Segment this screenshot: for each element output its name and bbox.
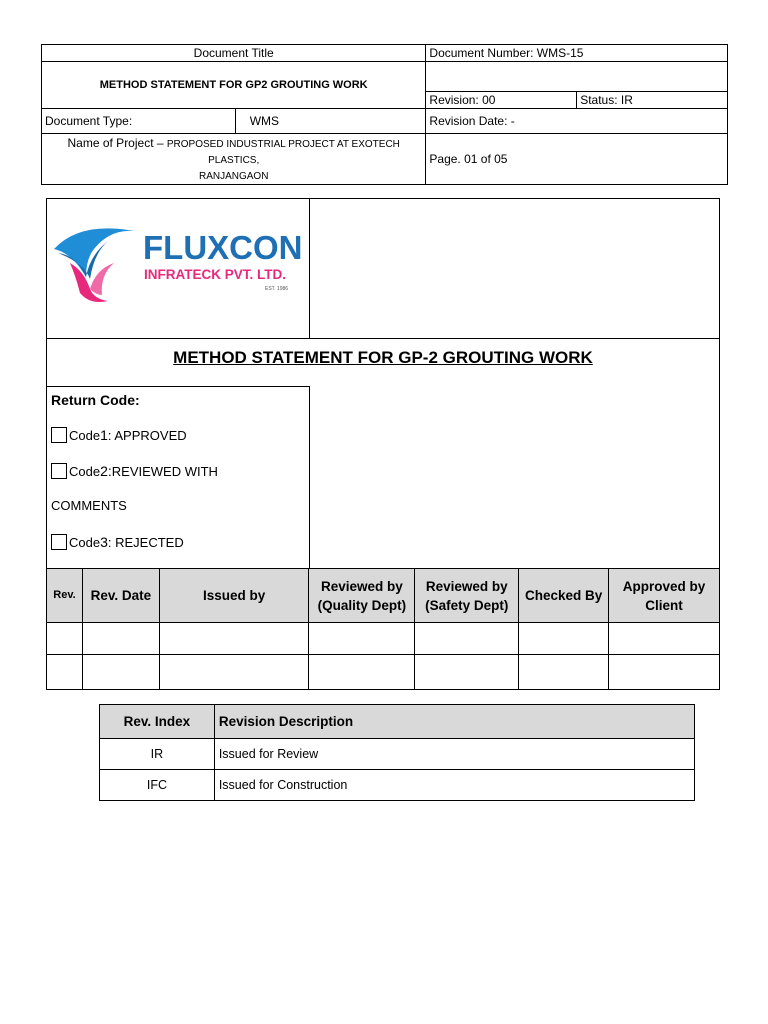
checkbox[interactable] — [51, 427, 67, 443]
project-name — [42, 134, 426, 185]
checkbox[interactable] — [51, 534, 67, 550]
table-row — [100, 739, 695, 770]
header-rev: Rev. — [47, 569, 83, 623]
document-type-label: Document Type: — [42, 109, 236, 134]
header-revision-description: Revision Description — [214, 705, 694, 739]
table-row — [47, 623, 720, 655]
return-code-2: Code 2: REVIEWED WITH — [51, 463, 218, 479]
revision-date: Revision Date: - — [426, 109, 728, 134]
logo-est: EST. 1986 — [265, 286, 289, 292]
blank-cell — [426, 62, 728, 92]
checkbox[interactable] — [51, 463, 67, 479]
revision-signoff-table — [46, 568, 720, 690]
page-number: Page. 01 of 05 — [426, 134, 728, 185]
logo-brand: FLUXCON — [143, 229, 303, 266]
revision-description-cell: Issued for Review — [214, 739, 694, 770]
header-rev-date: Rev. Date — [82, 569, 159, 623]
return-code-2-cont: COMMENTS — [51, 498, 127, 513]
fluxcon-logo — [50, 219, 305, 309]
status: Status: IR — [577, 92, 728, 109]
rev-index-cell: IR — [100, 739, 215, 770]
document-type-value: WMS — [235, 109, 426, 134]
revision: Revision: 00 — [426, 92, 577, 109]
project-line2: RANJANGAON — [198, 171, 269, 182]
header-reviewed-quality: Reviewed by (Quality Dept) — [309, 569, 415, 623]
table-row — [100, 770, 695, 801]
document-title: METHOD STATEMENT FOR GP2 GROUTING WORK — [42, 62, 426, 109]
table-row — [47, 655, 720, 690]
header-checked-by: Checked By — [519, 569, 609, 623]
document-header-table — [41, 44, 728, 185]
rev-index-cell: IFC — [100, 770, 215, 801]
cover-sheet — [46, 198, 720, 690]
header-issued-by: Issued by — [159, 569, 309, 623]
header-approved-by: Approved by Client — [609, 569, 720, 623]
document-title-label: Document Title — [42, 45, 426, 62]
main-title: METHOD STATEMENT FOR GP-2 GROUTING WORK — [173, 348, 593, 367]
revision-index-table — [99, 704, 695, 801]
project-label: Name of Project – — [67, 136, 164, 150]
logo-cell — [47, 199, 310, 338]
blank-cell — [310, 199, 719, 338]
title-row — [47, 338, 719, 386]
header-reviewed-safety: Reviewed by (Safety Dept) — [415, 569, 519, 623]
document-number: Document Number: WMS-15 — [426, 45, 728, 62]
revision-description-cell: Issued for Construction — [214, 770, 694, 801]
logo-sub: INFRATECK PVT. LTD. — [144, 267, 286, 282]
project-line1: PROPOSED INDUSTRIAL PROJECT AT EXOTECH PLASTICS, — [166, 139, 400, 166]
return-code-title: Return Code: — [51, 392, 140, 408]
return-code-box — [47, 386, 310, 569]
return-code-1: Code 1 : APPROVED — [51, 427, 187, 443]
header-rev-index: Rev. Index — [100, 705, 215, 739]
return-code-3: Code 3 : REJECTED — [51, 534, 184, 550]
